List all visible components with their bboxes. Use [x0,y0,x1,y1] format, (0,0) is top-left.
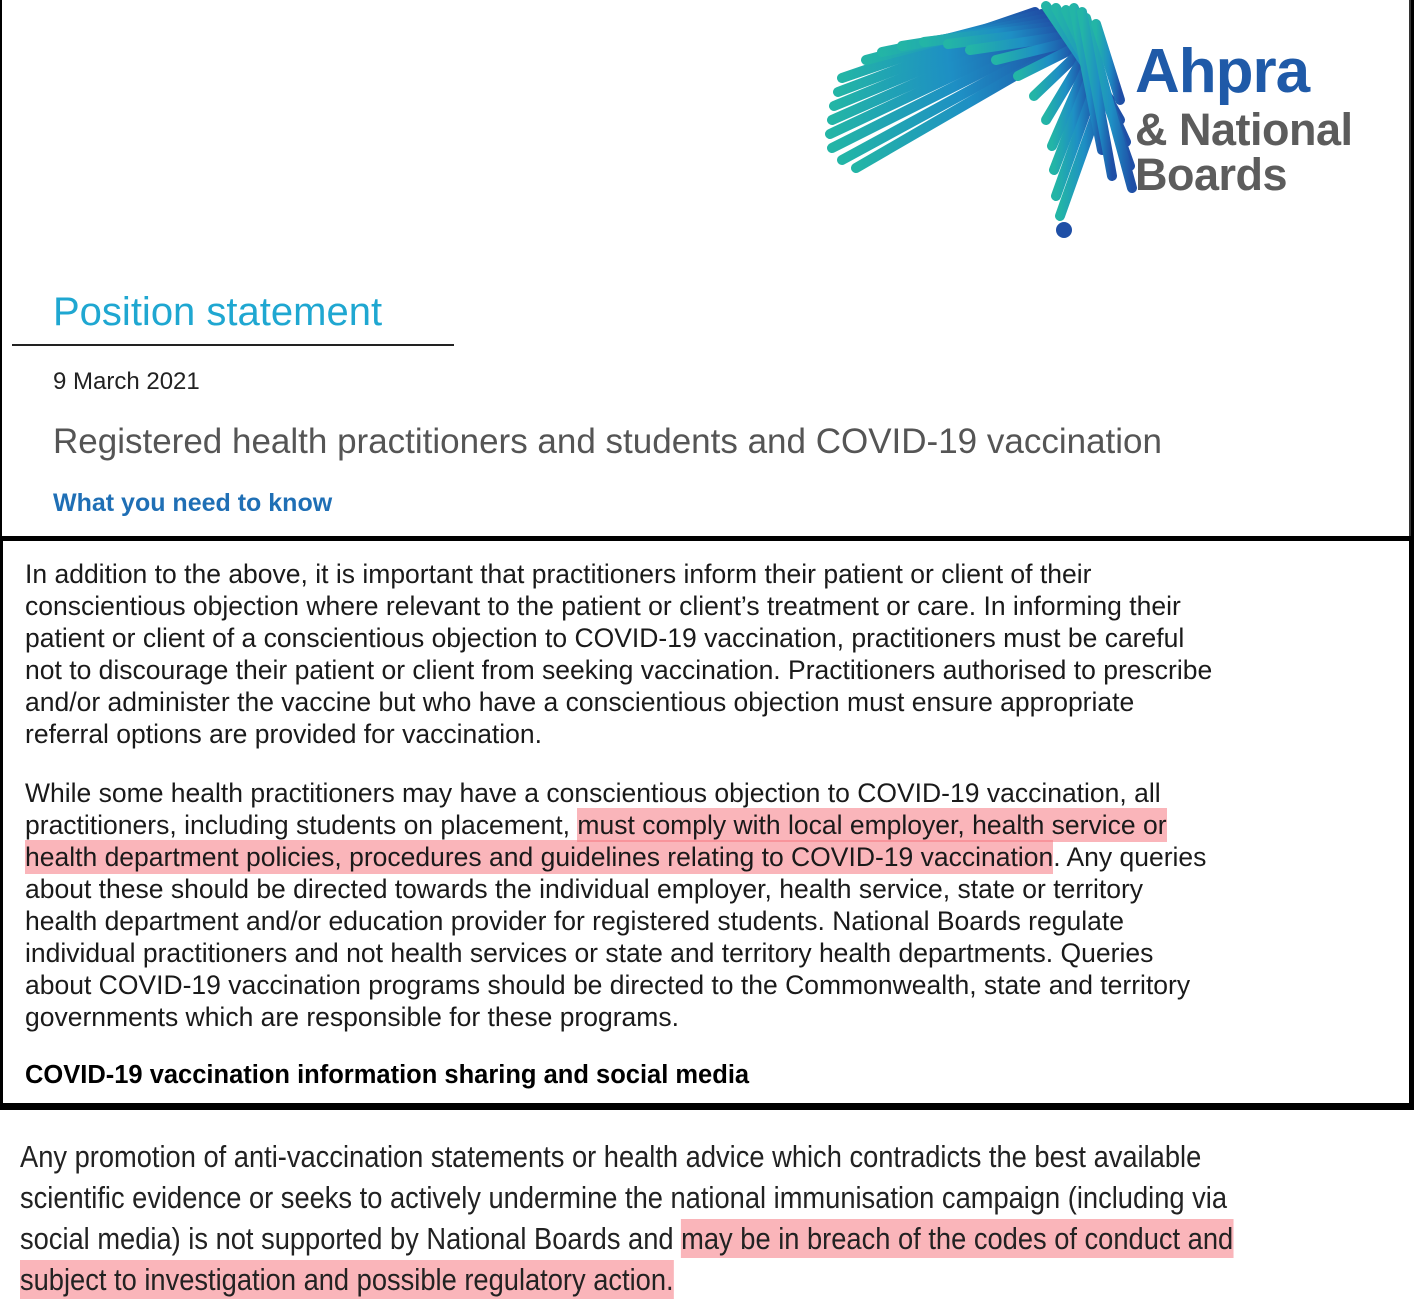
logo-name-boards: Boards [1135,149,1288,200]
text-line: patient or client of a conscientious objection to COVID-19 vaccination, practitioners must be careful [25,623,1185,653]
text-segment: social media) is not supported by National Boards and [20,1221,682,1256]
text-line: Any promotion of anti-vaccination statements or health advice which contradicts the best available [20,1139,1202,1174]
section-subheading: What you need to know [53,489,333,517]
highlighted-text: may be in breach of the codes of conduct and [681,1221,1234,1256]
heading-divider [12,344,454,346]
paragraph-conscientious-objection [25,558,1212,750]
text-segment: . Any queries [1053,842,1207,872]
paragraph-compliance [25,777,1206,1033]
text-line: scientific evidence or seeks to actively undermine the national immunisation campaign (including via [20,1180,1228,1215]
text-line: and/or administer the vaccine but who have a conscientious objection must ensure appropriate [25,687,1135,717]
text-line: governments which are responsible for these programs. [25,1002,679,1032]
document-type-heading: Position statement [53,290,383,334]
highlighted-text: subject to investigation and possible regulatory action. [20,1262,674,1297]
excerpt-panel-social-media [0,1110,1414,1309]
highlighted-text: must comply with local employer, health service or [577,810,1167,840]
text-line [20,1259,1233,1300]
text-line: about COVID-19 vaccination programs should be directed to the Commonwealth, state and territory [25,970,1191,1000]
text-line [25,841,1206,873]
document-header-panel [0,0,1411,536]
logo-name-national: & National [1135,104,1353,155]
text-line: In addition to the above, it is important that practitioners inform their patient or client of their [25,559,1092,589]
logo-name-ahpra: Ahpra [1135,37,1310,106]
section-heading-social-media: COVID-19 vaccination information sharing and social media [25,1061,750,1089]
text-line [20,1218,1233,1259]
text-line: individual practitioners and not health services or state and territory health departments. Queries [25,938,1154,968]
highlighted-text: health department policies, procedures and guidelines relating to COVID-19 vaccination [25,842,1054,872]
text-line: While some health practitioners may have a conscientious objection to COVID-19 vaccination, all [25,778,1161,808]
excerpt-panel-conscientious-objection [3,541,1409,1103]
paragraph-anti-vaccination [20,1136,1399,1300]
text-line: referral options are provided for vaccination. [25,719,543,749]
text-line: conscientious objection where relevant to the patient or client’s treatment or care. In informing their [25,591,1181,621]
text-segment: practitioners, including students on placement, [25,810,578,840]
text-line: health department and/or education provider for registered students. National Boards regulate [25,906,1124,936]
document-title: Registered health practitioners and students and COVID-19 vaccination [53,422,1162,461]
text-line: not to discourage their patient or client from seeking vaccination. Practitioners authorised to prescribe [25,655,1213,685]
text-line [25,809,1206,841]
document-date: 9 March 2021 [53,368,200,395]
text-line: about these should be directed towards the individual employer, health service, state or territory [25,874,1144,904]
